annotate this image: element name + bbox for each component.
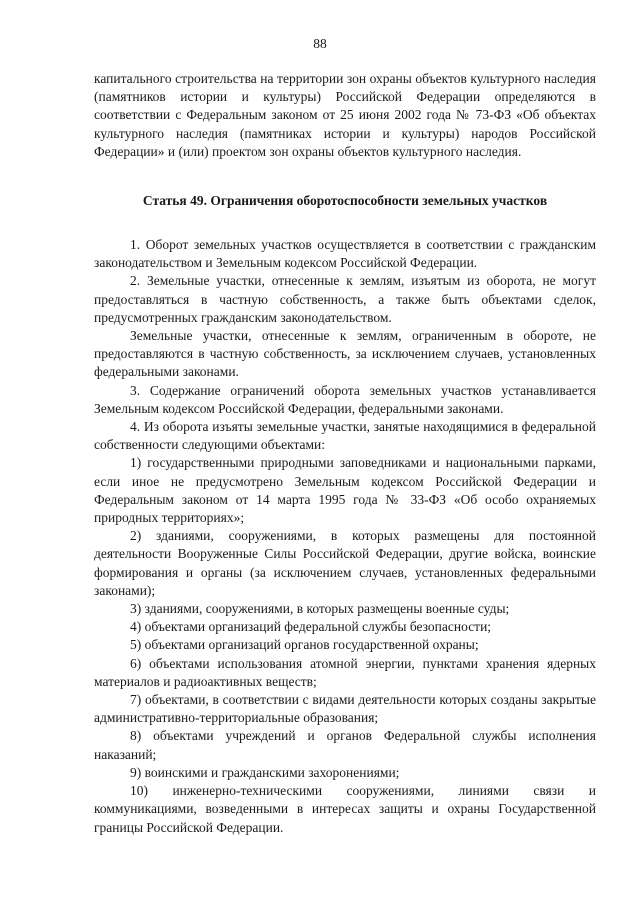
paragraph: 2. Земельные участки, отнесенные к землям, изъятым из оборота, не могут предоставляться в частную собственность, а также быть объектами сделок, предусмотренных гражданским законодательством. xyxy=(94,273,596,325)
list-item: 1) государственными природными заповедниками и национальными парками, если иное не предусмотрено Земельным кодексом Российской Федерации и Федеральным законом от 14 марта 1995 года № 33-ФЗ «Об особо охраняемых природных территориях»; xyxy=(94,455,596,526)
list-item: 5) объектами организаций органов государственной охраны; xyxy=(130,637,479,653)
list-item: 9) воинскими и гражданскими захоронениями; xyxy=(130,764,400,780)
page-number: 88 xyxy=(313,36,327,51)
article-body xyxy=(94,236,596,837)
paragraph: 1. Оборот земельных участков осуществляется в соответствии с гражданским законодательством и Земельным кодексом Российской Федерации. xyxy=(94,237,596,271)
list-item: 2) зданиями, сооружениями, в которых размещены для постоянной деятельности Вооруженные Силы Российской Федерации, другие войска, воинские формирования и органы (за исключением случаев, установленных федеральными законами); xyxy=(94,528,596,598)
list-item: 8) объектами учреждений и органов Федеральной службы исполнения наказаний; xyxy=(94,728,596,762)
paragraph: 4. Из оборота изъяты земельные участки, занятые находящимися в федеральной собственности следующими объектами: xyxy=(94,419,596,453)
list-item: 4) объектами организаций федеральной службы безопасности; xyxy=(130,619,492,635)
intro-paragraph-text: капитального строительства на территории зон охраны объектов культурного наследия (памятников истории и культуры) Российской Федерации определяются в соответствии с Федеральным законом от 25 июня 2002 года № 73-ФЗ «Об объектах культурного наследия (памятниках истории и культуры) народов Российской Федерации» и (или) проектом зон охраны объектов культурного наследия. xyxy=(94,71,596,159)
paragraph: Земельные участки, отнесенные к землям, ограниченным в обороте, не предоставляются в частную собственность, за исключением случаев, установленных федеральными законами. xyxy=(94,328,596,380)
article-heading: Статья 49. Ограничения оборотоспособности земельных участков xyxy=(142,193,548,208)
paragraph: 3. Содержание ограничений оборота земельных участков устанавливается Земельным кодексом Российской Федерации, федеральными законами. xyxy=(94,382,596,416)
list-item: 3) зданиями, сооружениями, в которых размещены военные суды; xyxy=(130,601,510,617)
list-item: 10) инженерно-техническими сооружениями, линиями связи и коммуникациями, возведенными в интересах защиты и охраны Государственной границы Российской Федерации. xyxy=(94,783,596,835)
intro-paragraph xyxy=(94,70,596,161)
list-item: 7) объектами, в соответствии с видами деятельности которых созданы закрытые административно-территориальные образования; xyxy=(94,692,596,726)
list-item: 6) объектами использования атомной энергии, пунктами хранения ядерных материалов и радиоактивных веществ; xyxy=(94,655,596,689)
